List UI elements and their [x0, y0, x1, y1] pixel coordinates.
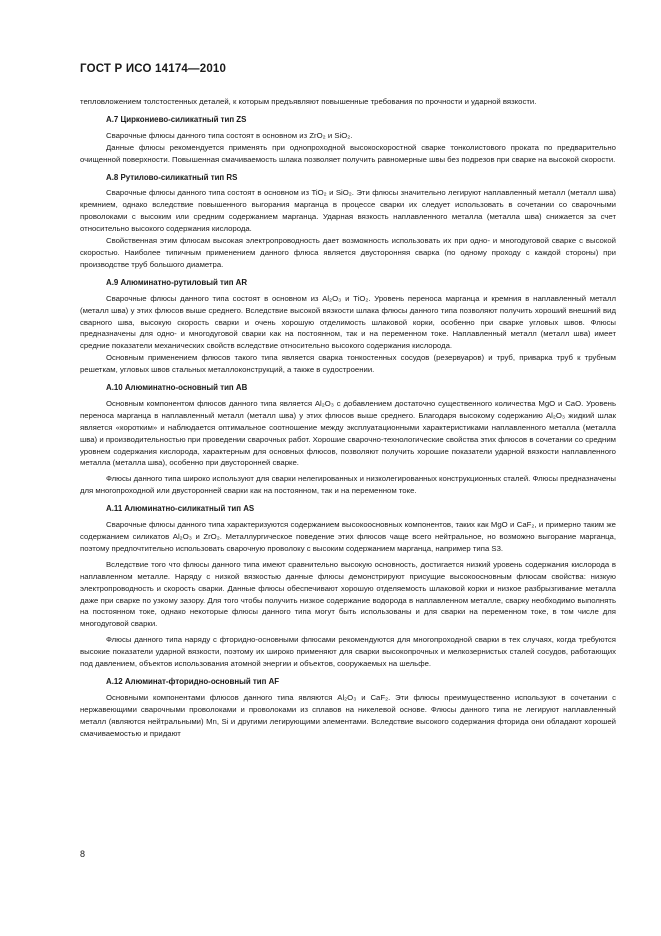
paragraph: Сварочные флюсы данного типа характеризуются содержанием высокоосновных компонентов, таких как MgO и CaF₂, и примерно таким же содержанием силикатов Al₂O₃ и ZrO₂. Металлургическое поведение этих флюсов чаще всего нейтральное, но возможно выгорание марганца, поэтому предпочтительно использовать сварочную проволоку с высоким содержанием марганца, например типа S3. [80, 520, 616, 553]
section-a11 [80, 503, 616, 670]
section-a10 [80, 382, 616, 497]
section-heading: А.9 Алюминатно-рутиловый тип AR [106, 277, 248, 287]
document-header: ГОСТ Р ИСО 14174—2010 [80, 63, 227, 75]
paragraph: Флюсы данного типа широко используют для сварки нелегированных и низколегированных конструкционных сталей. Флюсы предназначены для многопроходной или двусторонней сварки как на постоянном, так и на переменном токе. [80, 474, 616, 496]
paragraph: Данные флюсы рекомендуется применять при однопроходной высокоскоростной сварке тонколистового проката по предварительно очищенной поверхности. Повышенная смачиваемость шлака позволяет получить равномерные швы без подрезов при сварке на высокой скорости. [80, 142, 616, 164]
paragraph: Свойственная этим флюсам высокая электропроводность дает возможность использовать их при одно- и многодуговой сварке с высокой скоростью. Наиболее типичным применением данного флюса является двусторонняя сварка (по одному проходу с каждой стороны) при производстве труб большого диаметра. [80, 236, 616, 269]
section-heading: А.8 Рутилово-силикатный тип RS [106, 172, 238, 182]
section-heading: А.12 Алюминат-фторидно-основный тип AF [106, 676, 280, 686]
page-number: 8 [80, 849, 86, 859]
section-a7 [80, 114, 616, 166]
section-heading: А.11 Алюминатно-силикатный тип AS [106, 504, 255, 514]
paragraph: Вследствие того что флюсы данного типа имеют сравнительно высокую основность, достигается низкий уровень содержания кислорода в наплавленном металле. Наряду с низкой вязкостью данные флюсы демонстрируют присущие высокоосновным флюсам свойства: низкую электропроводность и скорость сварки. Данные флюсы обеспечивают хорошую отделяемость шлаковой корки и низкое разбрызгивание металла даже при сварке по узкому зазору. Для того чтобы получить низкое содержание водорода в наплавленном металле, сварку необходимо выполнять на постоянном токе, однако некоторые флюсы данного типа могут быть использованы и для сварки на переменном токе, в том числе для многодуговой сварки. [80, 559, 616, 629]
document-body [80, 96, 616, 740]
paragraph: Флюсы данного типа наряду с фторидно-основными флюсами рекомендуются для многопроходной сварки в тех случаях, когда требуются высокие показатели ударной вязкости, поэтому их широко применяют для сварки высокопрочных и мелкозернистых сталей сосудов, работающих под давлением, объектов использования атомной энергии и объектов, сооружаемых на шельфе. [80, 635, 616, 669]
paragraph: Основным компонентом флюсов данного типа является Al₂O₃ с добавлением достаточно существенного количества MgO и CaO. Уровень переноса марганца в наплавленный металл (металл шва) у этих флюсов выше среднего. Благодаря высокому содержанию Al₂O₃ жидкий шлак является «коротким» и наблюдается оптимальное соотношение между эксплуатационными характеристиками наплавленного металла (металла шва) и производительностью при проведении сварочных работ. Хорошие сварочно-технологические свойства этих флюсов в сочетании со средним уровнем содержания кислорода, характерным для основных флюсов, позволяют получить хорошие показатели ударной вязкости наплавленного металла (металла шва), особенно при двусторонней сварке. [80, 398, 616, 468]
section-a12 [80, 676, 616, 740]
paragraph: Основным применением флюсов такого типа является сварка тонкостенных сосудов (резервуаров) и труб, приварка труб к трубным решеткам, угловых швов стальных металлоконструкций, а также в судостроении. [80, 353, 616, 375]
section-heading: А.10 Алюминатно-основный тип АВ [106, 383, 248, 393]
section-a9 [80, 277, 616, 376]
paragraph: Сварочные флюсы данного типа состоят в основном из ZrO₂ и SiO₂. [106, 130, 353, 140]
intro-paragraph: тепловложением толстостенных деталей, к которым предъявляют повышенные требования по прочности и ударной вязкости. [80, 97, 537, 106]
paragraph: Сварочные флюсы данного типа состоят в основном из Al₂O₃ и TiO₂. Уровень переноса марганца и кремния в наплавленный металл (металл шва) у этих флюсов выше среднего. Вследствие высокой вязкости шлака флюсы данного типа позволяют получить хороший внешний вид сварного шва, высокую скорость сварки и очень хорошую отделимость шлаковой корки, особенно при сварке угловых швов. Флюсы предназначены для одно- и многодуговой сварки как на постоянном, так и на переменном токе. Наплавленный металл (металл шва) имеет средние показатели механических свойств вследствие относительно высокого содержания кислорода. [80, 293, 616, 351]
paragraph: Сварочные флюсы данного типа состоят в основном из TiO₂ и SiO₂. Эти флюсы значительно легируют наплавленный металл (металл шва) кремнием, однако вследствие повышенного выгорания марганца в процессе сварки их следует использовать в сочетании со сварочными проволоками с высоким или средним содержанием марганца. Ударная вязкость наплавленного металла (металла шва) снижается за счет относительно высокого содержания кислорода. [80, 188, 616, 234]
section-a8 [80, 172, 616, 271]
section-heading: А.7 Циркониево-силикатный тип ZS [106, 114, 247, 124]
paragraph: Основными компонентами флюсов данного типа являются Al₂O₃ и CaF₂. Эти флюсы преимущественно используют в сочетании с нержавеющими сварочными проволоками и проволоками из сплавов на никелевой основе. Флюсы данного типа не легируют наплавленный металл (являются нейтральными) Mn, Si и другими легирующими элементами. Вследствие высокого содержания фторида они обладают хорошей смачиваемостью и придают [80, 692, 616, 738]
